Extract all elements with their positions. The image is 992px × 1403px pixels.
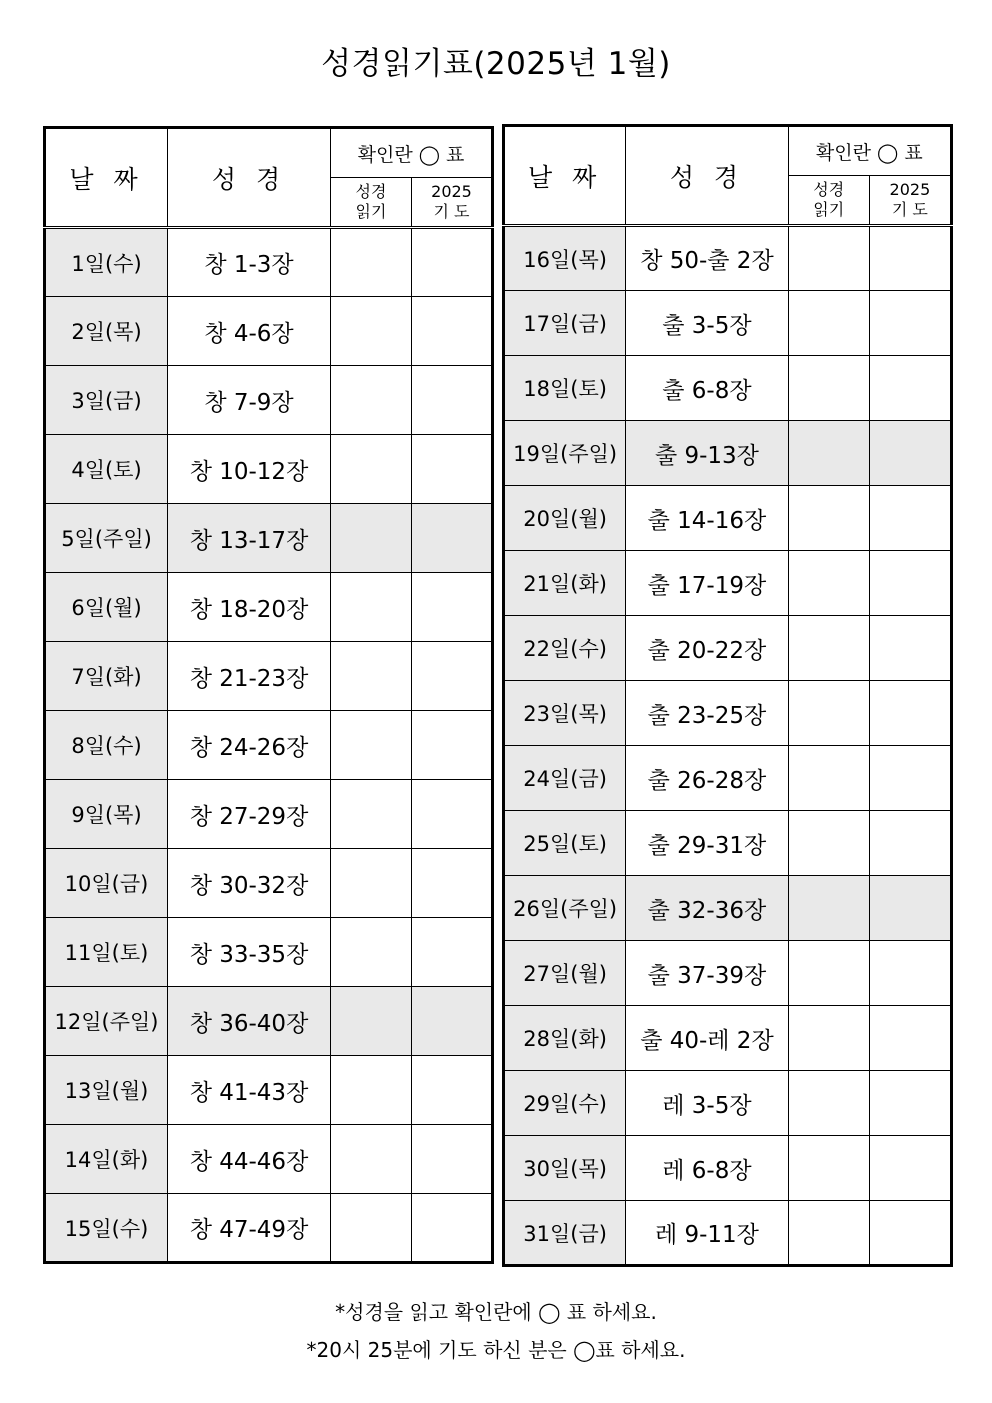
reading-cell: 출 3-5장 <box>626 291 788 356</box>
date-cell: 14일(화) <box>45 1125 168 1194</box>
table-row <box>45 435 493 504</box>
prayer-check-cell[interactable] <box>869 811 951 876</box>
reading-cell: 창 7-9장 <box>168 366 331 435</box>
prayer-check-cell[interactable] <box>412 918 493 987</box>
table-row <box>45 1125 493 1194</box>
reading-check-cell[interactable] <box>788 356 869 421</box>
reading-cell: 레 3-5장 <box>626 1071 788 1136</box>
table-row <box>504 1071 952 1136</box>
prayer-check-cell[interactable] <box>869 616 951 681</box>
reading-check-cell[interactable] <box>788 746 869 811</box>
date-cell: 6일(월) <box>45 573 168 642</box>
reading-cell: 출 17-19장 <box>626 551 788 616</box>
date-cell: 13일(월) <box>45 1056 168 1125</box>
reading-check-cell[interactable] <box>331 1056 412 1125</box>
reading-cell: 창 50-출 2장 <box>626 226 788 291</box>
reading-check-cell[interactable] <box>331 504 412 573</box>
table-row <box>45 849 493 918</box>
prayer-check-cell[interactable] <box>412 366 493 435</box>
date-cell: 3일(금) <box>45 366 168 435</box>
table-row <box>45 366 493 435</box>
table-row <box>45 297 493 366</box>
reading-cell: 출 32-36장 <box>626 876 788 941</box>
reading-check-cell[interactable] <box>788 1136 869 1201</box>
table-row <box>504 876 952 941</box>
reading-check-cell[interactable] <box>788 1071 869 1136</box>
date-cell: 5일(주일) <box>45 504 168 573</box>
date-cell: 31일(금) <box>504 1201 626 1266</box>
prayer-check-cell[interactable] <box>869 1006 951 1071</box>
table-row <box>45 780 493 849</box>
date-cell: 27일(월) <box>504 941 626 1006</box>
date-cell: 25일(토) <box>504 811 626 876</box>
date-cell: 11일(토) <box>45 918 168 987</box>
table-row <box>45 504 493 573</box>
table-row <box>504 941 952 1006</box>
prayer-check-cell[interactable] <box>412 849 493 918</box>
date-cell: 8일(수) <box>45 711 168 780</box>
table-row <box>504 746 952 811</box>
table-row <box>504 616 952 681</box>
reading-cell: 창 44-46장 <box>168 1125 331 1194</box>
date-cell: 1일(수) <box>45 228 168 297</box>
prayer-check-cell[interactable] <box>412 1194 493 1263</box>
reading-table-left <box>43 126 494 1264</box>
reading-check-cell[interactable] <box>788 681 869 746</box>
date-cell: 28일(화) <box>504 1006 626 1071</box>
header-confirm: 확인란 ◯ 표 <box>331 128 493 178</box>
prayer-check-cell[interactable] <box>412 987 493 1056</box>
reading-table-right <box>502 124 953 1267</box>
page-title: 성경읽기표(2025년 1월) <box>321 46 671 82</box>
table-row <box>504 226 952 291</box>
right-rows <box>504 226 952 1266</box>
reading-check-cell[interactable] <box>788 226 869 291</box>
reading-cell: 출 14-16장 <box>626 486 788 551</box>
prayer-check-cell[interactable] <box>869 486 951 551</box>
reading-cell: 창 21-23장 <box>168 642 331 711</box>
reading-cell: 출 20-22장 <box>626 616 788 681</box>
table-row <box>504 291 952 356</box>
reading-cell: 창 4-6장 <box>168 297 331 366</box>
date-cell: 18일(토) <box>504 356 626 421</box>
reading-cell: 출 37-39장 <box>626 941 788 1006</box>
reading-check-cell[interactable] <box>788 876 869 941</box>
instruction-note-reading: *성경을 읽고 확인란에 ◯ 표 하세요. <box>335 1300 657 1324</box>
date-cell: 21일(화) <box>504 551 626 616</box>
header-date: 날 짜 <box>504 126 626 226</box>
reading-check-cell[interactable] <box>331 987 412 1056</box>
prayer-check-cell[interactable] <box>869 1136 951 1201</box>
reading-cell: 창 10-12장 <box>168 435 331 504</box>
prayer-check-cell[interactable] <box>412 642 493 711</box>
reading-check-cell[interactable] <box>788 811 869 876</box>
reading-check-cell[interactable] <box>788 616 869 681</box>
reading-cell: 창 18-20장 <box>168 573 331 642</box>
date-cell: 2일(목) <box>45 297 168 366</box>
prayer-check-cell[interactable] <box>412 504 493 573</box>
table-row <box>45 711 493 780</box>
prayer-check-cell[interactable] <box>869 356 951 421</box>
reading-check-cell[interactable] <box>331 780 412 849</box>
table-row <box>504 681 952 746</box>
reading-cell: 창 27-29장 <box>168 780 331 849</box>
date-cell: 9일(목) <box>45 780 168 849</box>
reading-check-cell[interactable] <box>788 1201 869 1266</box>
table-row <box>45 642 493 711</box>
date-cell: 4일(토) <box>45 435 168 504</box>
header-bible: 성 경 <box>626 126 788 226</box>
date-cell: 10일(금) <box>45 849 168 918</box>
date-cell: 19일(주일) <box>504 421 626 486</box>
instruction-note-prayer: *20시 25분에 기도 하신 분은 ◯표 하세요. <box>306 1338 686 1362</box>
table-row <box>504 551 952 616</box>
reading-cell: 출 23-25장 <box>626 681 788 746</box>
date-cell: 29일(수) <box>504 1071 626 1136</box>
header-reading: 성경 읽기 <box>788 176 869 226</box>
reading-check-cell[interactable] <box>788 1006 869 1071</box>
reading-check-cell[interactable] <box>331 1194 412 1263</box>
reading-cell: 출 9-13장 <box>626 421 788 486</box>
table-row <box>45 918 493 987</box>
prayer-check-cell[interactable] <box>869 551 951 616</box>
reading-check-cell[interactable] <box>331 918 412 987</box>
reading-check-cell[interactable] <box>331 1125 412 1194</box>
prayer-check-cell[interactable] <box>869 746 951 811</box>
table-row <box>504 356 952 421</box>
date-cell: 24일(금) <box>504 746 626 811</box>
header-date: 날 짜 <box>45 128 168 228</box>
table-row <box>504 1201 952 1266</box>
header-bible: 성 경 <box>168 128 331 228</box>
reading-check-cell[interactable] <box>788 486 869 551</box>
table-row <box>45 987 493 1056</box>
date-cell: 15일(수) <box>45 1194 168 1263</box>
prayer-check-cell[interactable] <box>412 711 493 780</box>
header-reading: 성경 읽기 <box>331 178 412 228</box>
reading-check-cell[interactable] <box>331 711 412 780</box>
reading-check-cell[interactable] <box>788 421 869 486</box>
reading-cell: 창 47-49장 <box>168 1194 331 1263</box>
reading-cell: 레 9-11장 <box>626 1201 788 1266</box>
reading-check-cell[interactable] <box>788 551 869 616</box>
left-rows <box>45 228 493 1263</box>
reading-check-cell[interactable] <box>331 573 412 642</box>
prayer-check-cell[interactable] <box>412 297 493 366</box>
table-row <box>45 1056 493 1125</box>
prayer-check-cell[interactable] <box>869 1201 951 1266</box>
table-row <box>504 1136 952 1201</box>
reading-cell: 창 36-40장 <box>168 987 331 1056</box>
reading-cell: 레 6-8장 <box>626 1136 788 1201</box>
prayer-check-cell[interactable] <box>412 780 493 849</box>
reading-check-cell[interactable] <box>331 366 412 435</box>
date-cell: 30일(목) <box>504 1136 626 1201</box>
reading-check-cell[interactable] <box>788 291 869 356</box>
prayer-check-cell[interactable] <box>869 876 951 941</box>
prayer-check-cell[interactable] <box>869 226 951 291</box>
reading-check-cell[interactable] <box>331 642 412 711</box>
reading-cell: 창 24-26장 <box>168 711 331 780</box>
reading-check-cell[interactable] <box>331 228 412 297</box>
reading-check-cell[interactable] <box>331 297 412 366</box>
prayer-check-cell[interactable] <box>869 681 951 746</box>
header-prayer: 2025 기 도 <box>869 176 951 226</box>
prayer-check-cell[interactable] <box>412 435 493 504</box>
date-cell: 23일(목) <box>504 681 626 746</box>
prayer-check-cell[interactable] <box>412 228 493 297</box>
reading-check-cell[interactable] <box>788 941 869 1006</box>
reading-cell: 창 33-35장 <box>168 918 331 987</box>
date-cell: 26일(주일) <box>504 876 626 941</box>
table-row <box>504 811 952 876</box>
date-cell: 20일(월) <box>504 486 626 551</box>
reading-check-cell[interactable] <box>331 435 412 504</box>
reading-check-cell[interactable] <box>331 849 412 918</box>
prayer-check-cell[interactable] <box>869 1071 951 1136</box>
reading-cell: 출 40-레 2장 <box>626 1006 788 1071</box>
prayer-check-cell[interactable] <box>869 421 951 486</box>
date-cell: 12일(주일) <box>45 987 168 1056</box>
reading-cell: 출 26-28장 <box>626 746 788 811</box>
table-row <box>45 573 493 642</box>
prayer-check-cell[interactable] <box>412 1125 493 1194</box>
table-row <box>504 421 952 486</box>
table-row <box>45 1194 493 1263</box>
reading-cell: 창 41-43장 <box>168 1056 331 1125</box>
reading-cell: 출 6-8장 <box>626 356 788 421</box>
prayer-check-cell[interactable] <box>412 573 493 642</box>
reading-cell: 창 30-32장 <box>168 849 331 918</box>
header-prayer: 2025 기 도 <box>412 178 493 228</box>
date-cell: 16일(목) <box>504 226 626 291</box>
reading-cell: 창 13-17장 <box>168 504 331 573</box>
table-row <box>504 486 952 551</box>
date-cell: 17일(금) <box>504 291 626 356</box>
table-row <box>45 228 493 297</box>
reading-cell: 창 1-3장 <box>168 228 331 297</box>
date-cell: 22일(수) <box>504 616 626 681</box>
date-cell: 7일(화) <box>45 642 168 711</box>
prayer-check-cell[interactable] <box>869 291 951 356</box>
prayer-check-cell[interactable] <box>869 941 951 1006</box>
reading-cell: 출 29-31장 <box>626 811 788 876</box>
table-row <box>504 1006 952 1071</box>
header-confirm: 확인란 ◯ 표 <box>788 126 951 176</box>
prayer-check-cell[interactable] <box>412 1056 493 1125</box>
